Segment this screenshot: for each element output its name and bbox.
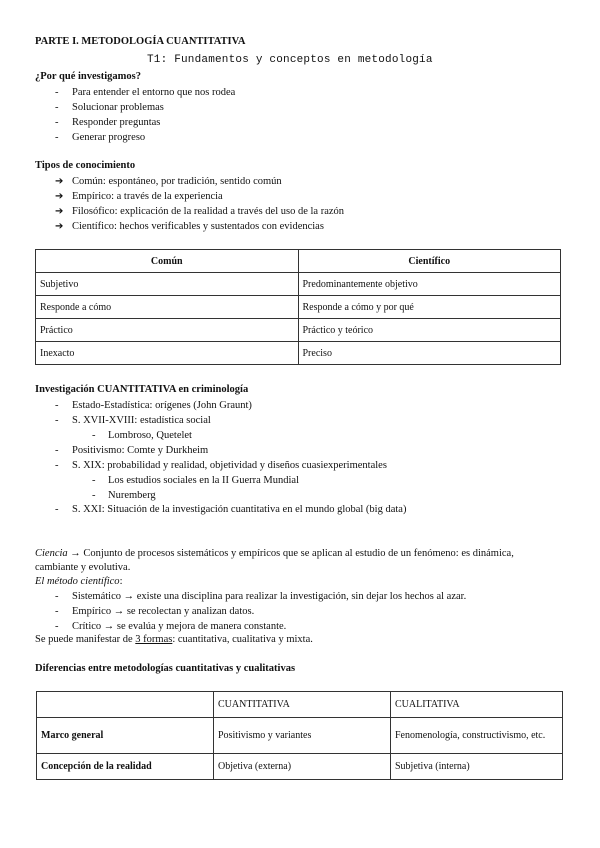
table-header-cell: CUANTITATIVA	[214, 692, 391, 718]
table-header-cell: Científico	[298, 250, 561, 273]
table-row	[36, 342, 561, 365]
forms-suffix: : cuantitativa, cualitativa y mixta.	[172, 634, 313, 645]
list-dash: -	[55, 87, 59, 98]
table-header-cell: Común	[36, 250, 299, 273]
list-item: Los estudios sociales en la II Guerra Mundial	[108, 475, 299, 486]
table-cell: Inexacto	[36, 342, 299, 365]
method-title: El método científico	[35, 576, 120, 587]
list-dash: -	[55, 132, 59, 143]
list-item: Lombroso, Quetelet	[108, 430, 192, 441]
list-item: Crítico → se evalúa y mejora de manera constante.	[72, 621, 287, 632]
table-cell: Subjetiva (interna)	[391, 754, 563, 780]
list-dash: -	[55, 606, 59, 617]
table-cell: Concepción de la realidad	[37, 754, 214, 780]
table-cell: Práctico	[36, 319, 299, 342]
forms-link: 3 formas	[135, 634, 173, 645]
list-item: S. XXI: Situación de la investigación cuantitativa en el mundo global (big data)	[72, 504, 407, 515]
list-item: Sistemático → existe una disciplina para realizar la investigación, sin dejar los hechos al azar.	[72, 591, 467, 602]
list-item: Empírico: a través de la experiencia	[72, 191, 223, 202]
list-item: Científico: hechos verificables y sustentados con evidencias	[72, 221, 324, 232]
table-header-row	[37, 692, 563, 718]
topic-title: T1: Fundamentos y conceptos en metodología	[147, 54, 433, 66]
list-item: Filosófico: explicación de la realidad a través del uso de la razón	[72, 206, 345, 217]
table-cell: Subjetivo	[36, 273, 299, 296]
list-item: Positivismo: Comte y Durkheim	[72, 445, 209, 456]
table-row	[36, 296, 561, 319]
list-dash: -	[55, 117, 59, 128]
arrow-icon: ➔	[55, 191, 64, 202]
table-row	[36, 273, 561, 296]
knowledge-comparison-table	[35, 249, 561, 365]
list-item: S. XIX: probabilidad y realidad, objetividad y diseños cuasiexperimentales	[72, 460, 387, 471]
list-dash: -	[92, 430, 96, 441]
methodology-differences-table	[36, 691, 563, 780]
arrow-icon: ➔	[55, 221, 64, 232]
table-cell: Preciso	[298, 342, 561, 365]
differences-title: Diferencias entre metodologías cuantitativas y cualitativas	[35, 663, 296, 674]
list-item: Empírico → se recolectan y analizan datos.	[72, 606, 255, 617]
list-item: Solucionar problemas	[72, 102, 164, 113]
list-item: Para entender el entorno que nos rodea	[72, 87, 236, 98]
table-cell: Responde a cómo	[36, 296, 299, 319]
list-dash: -	[55, 102, 59, 113]
list-item: S. XVII-XVIII: estadística social	[72, 415, 211, 426]
table-cell: Objetiva (externa)	[214, 754, 391, 780]
arrow-icon: ➔	[55, 206, 64, 217]
table-cell: Marco general	[37, 718, 214, 754]
table-cell: Fenomenología, constructivismo, etc.	[391, 718, 563, 754]
arrow-icon: →	[70, 548, 81, 559]
list-item: Nuremberg	[108, 490, 156, 501]
table-row	[37, 718, 563, 754]
list-dash: -	[55, 445, 59, 456]
list-dash: -	[55, 415, 59, 426]
science-definition	[35, 547, 514, 561]
part-heading: PARTE I. METODOLOGÍA CUANTITATIVA	[35, 36, 246, 47]
list-dash: -	[55, 591, 59, 602]
list-dash: -	[55, 400, 59, 411]
list-dash: -	[55, 621, 59, 632]
forms-line	[35, 633, 313, 647]
arrow-icon: ➔	[55, 176, 64, 187]
research-title: Investigación CUANTITATIVA en criminología	[35, 384, 249, 395]
science-term: Ciencia	[35, 548, 68, 559]
list-dash: -	[55, 460, 59, 471]
why-title: ¿Por qué investigamos?	[35, 71, 141, 82]
method-title-line: El método científico:	[35, 576, 123, 587]
table-header-cell	[37, 692, 214, 718]
table-header-row	[36, 250, 561, 273]
science-definition-text: Conjunto de procesos sistemáticos y empíricos que se aplican al estudio de un fenómeno: es dinámica,	[80, 548, 514, 559]
list-item: Responder preguntas	[72, 117, 161, 128]
table-row	[37, 754, 563, 780]
table-header-cell: CUALITATIVA	[391, 692, 563, 718]
list-item: Común: espontáneo, por tradición, sentido común	[72, 176, 282, 187]
forms-prefix: Se puede manifestar de	[35, 634, 136, 645]
list-item: Generar progreso	[72, 132, 146, 143]
table-cell: Responde a cómo y por qué	[298, 296, 561, 319]
table-cell: Predominantemente objetivo	[298, 273, 561, 296]
table-cell: Positivismo y variantes	[214, 718, 391, 754]
table-cell: Práctico y teórico	[298, 319, 561, 342]
list-dash: -	[55, 504, 59, 515]
list-item: Estado-Estadística: orígenes (John Graunt)	[72, 400, 252, 411]
list-dash: -	[92, 475, 96, 486]
types-title: Tipos de conocimiento	[35, 160, 136, 171]
science-definition-cont: cambiante y evolutiva.	[35, 562, 131, 573]
list-dash: -	[92, 490, 96, 501]
table-row	[36, 319, 561, 342]
